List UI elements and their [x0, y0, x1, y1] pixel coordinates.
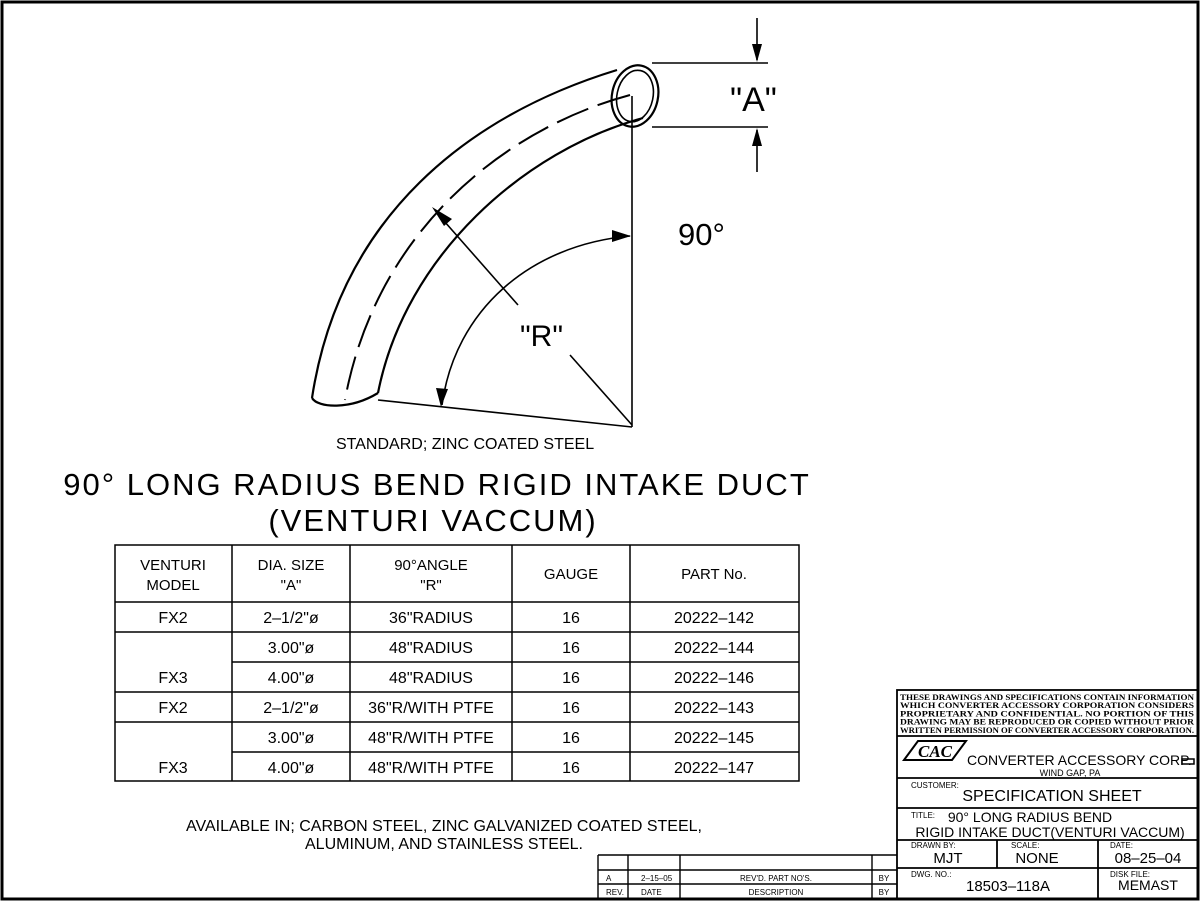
material-caption: STANDARD; ZINC COATED STEEL [336, 436, 595, 453]
dwg-no-value: 18503–118A [966, 878, 1050, 895]
notice-line: THESE DRAWINGS AND SPECIFICATIONS CONTAIN INFORMATION [900, 693, 1195, 702]
drawn-by-label: DRAWN BY: [911, 841, 956, 850]
table-header-cell: 90°ANGLE [394, 557, 468, 574]
table-header-cell: DIA. SIZE [257, 557, 325, 574]
angle-arrowhead-top [612, 230, 631, 242]
customer-label: CUSTOMER: [911, 781, 959, 790]
notice-line: DRAWING MAY BE REPRODUCED OR COPIED WITHOUT PRIOR [900, 717, 1196, 727]
table-cell: 16 [562, 700, 580, 717]
radius-bottom-line [378, 400, 632, 427]
table-cell: 48"R/WITH PTFE [368, 760, 494, 777]
table-cell: 20222–144 [673, 640, 755, 657]
dim-angle-label: 90° [678, 217, 725, 252]
confidentiality-notice [900, 693, 1195, 735]
main-title-line1: 90° LONG RADIUS BEND RIGID INTAKE DUCT [63, 467, 811, 502]
r-arrowhead-upper [432, 207, 452, 226]
availability-line1: AVAILABLE IN; CARBON STEEL, ZINC GALVANIZED COATED STEEL, [186, 818, 702, 835]
table-cell: 16 [562, 730, 580, 747]
table-cell: 16 [562, 760, 580, 777]
rev-row-rev: A [606, 874, 612, 883]
table-cell: 20222–145 [673, 730, 755, 747]
dim-r-label: "R" [520, 320, 563, 353]
rev-row-description: REV'D. PART NO'S. [740, 874, 812, 883]
table-header [140, 557, 747, 594]
dim-a-label: "A" [730, 81, 777, 119]
availability-line2: ALUMINUM, AND STAINLESS STEEL. [305, 836, 583, 853]
r-dimension-line-lower [570, 355, 632, 425]
table-header-cell: "A" [280, 577, 302, 594]
table-cell: 4.00"ø [267, 670, 315, 687]
rev-header-by: BY [878, 888, 890, 897]
table-cell: 2–1/2"ø [263, 610, 319, 627]
rev-header-description: DESCRIPTION [748, 888, 804, 897]
table-cell: 48"RADIUS [389, 670, 473, 687]
tube-inner-edge [378, 118, 643, 393]
table-cell: 16 [562, 640, 580, 657]
table-cell: 20222–146 [673, 670, 755, 687]
drawn-by-value: MJT [933, 850, 963, 867]
tube-bottom-end [312, 393, 378, 406]
table-cell: FX3 [158, 760, 188, 777]
date-label: DATE: [1110, 841, 1133, 850]
table-cell: FX3 [158, 670, 188, 687]
rev-header-date: DATE [641, 888, 662, 897]
company-name: CONVERTER ACCESSORY CORP. [967, 752, 1192, 768]
table-cell: 3.00"ø [267, 730, 315, 747]
table-header-cell: GAUGE [543, 566, 599, 583]
cac-logo [904, 741, 966, 761]
table-cell: 20222–142 [673, 610, 755, 627]
table-cell: 16 [562, 670, 580, 687]
disk-file-label: DISK FILE: [1110, 870, 1151, 879]
table-cell: 48"R/WITH PTFE [368, 730, 494, 747]
table-header-cell: PART No. [681, 566, 747, 583]
table-cell: 36"RADIUS [389, 610, 473, 627]
table-cell: 4.00"ø [267, 760, 315, 777]
cac-logo-text: CAC [917, 742, 953, 761]
table-cell: 20222–147 [673, 760, 755, 777]
table-cell: 16 [562, 610, 580, 627]
table-cell: FX2 [158, 610, 188, 627]
date-value: 08–25–04 [1114, 850, 1182, 867]
table-cell: 3.00"ø [267, 640, 315, 657]
company-location: WIND GAP, PA [1039, 768, 1101, 778]
rev-row-date: 2–15–05 [641, 874, 673, 883]
title-label: TITLE: [911, 811, 936, 820]
scale-value: NONE [1015, 850, 1059, 867]
table-cell: 36"R/WITH PTFE [368, 700, 494, 717]
r-dimension-line-upper [437, 213, 518, 305]
disk-file-value: MEMAST [1118, 877, 1178, 893]
main-title-line2: (VENTURI VACCUM) [268, 503, 598, 538]
tube-outer-edge [312, 70, 617, 398]
angle-arrowhead-bottom [436, 388, 448, 407]
title-value-line1: 90° LONG RADIUS BEND [947, 809, 1113, 825]
notice-line: WRITTEN PERMISSION OF CONVERTER ACCESSORY CORPORATION. [900, 725, 1194, 735]
table-header-cell: "R" [420, 577, 442, 594]
table-header-cell: MODEL [146, 577, 200, 594]
a-arrowhead-top [752, 44, 762, 62]
rev-row-by-label: BY [878, 874, 890, 883]
parts-table [115, 545, 799, 781]
table-header-cell: VENTURI [140, 557, 206, 574]
customer-value: SPECIFICATION SHEET [962, 788, 1142, 805]
revision-block [598, 855, 897, 899]
a-arrowhead-bottom [752, 128, 762, 146]
table-cell: 20222–143 [673, 700, 755, 717]
notice-line: WHICH CONVERTER ACCESSORY CORPORATION CONSIDERS [900, 701, 1195, 711]
notice-line: PROPRIETARY AND CONFIDENTIAL. NO PORTION OF THIS [900, 709, 1195, 719]
table-cell: 48"RADIUS [389, 640, 473, 657]
scale-label: SCALE: [1011, 841, 1040, 850]
title-value-line2: RIGID INTAKE DUCT(VENTURI VACCUM) [915, 824, 1185, 840]
dwg-no-label: DWG. NO.: [911, 870, 952, 879]
title-block [897, 690, 1198, 899]
table-cell: FX2 [158, 700, 188, 717]
rev-header-rev: REV. [606, 888, 624, 897]
table-cell: 2–1/2"ø [263, 700, 319, 717]
